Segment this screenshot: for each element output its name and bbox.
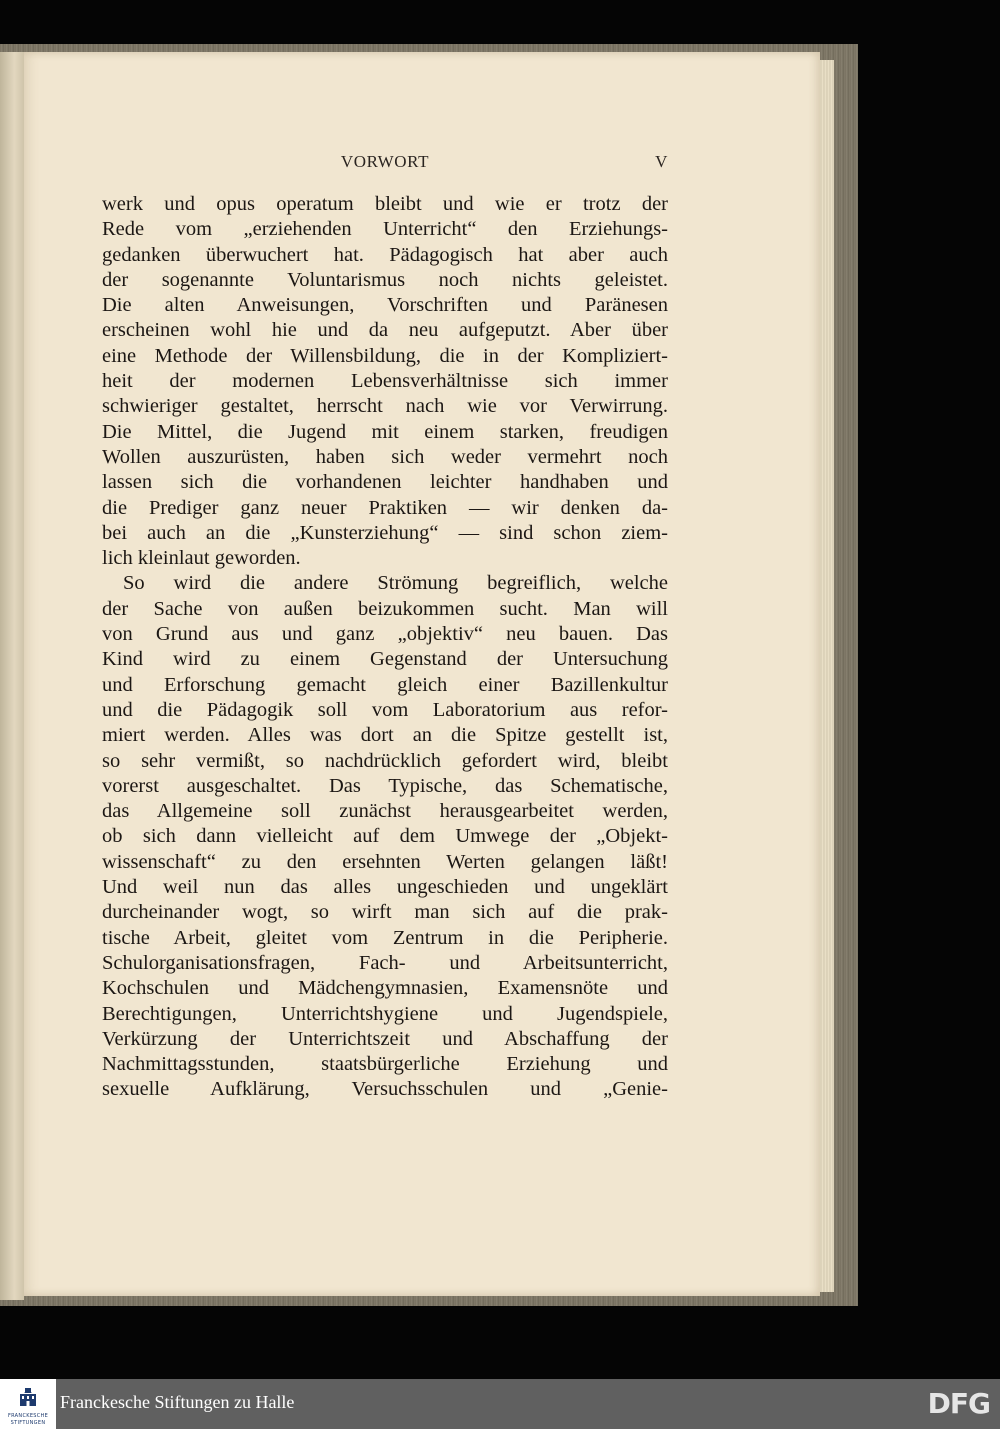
text-line: erscheinen wohl hie und da neu aufgeputzt. Aber über	[102, 319, 668, 342]
text-line: der Sache von außen beizukommen sucht. Man will	[102, 597, 668, 620]
text-line: von Grund aus und ganz „objektiv“ neu bauen. Das	[102, 623, 668, 646]
viewer-footer-bar	[0, 1379, 1000, 1429]
text-line: Die alten Anweisungen, Vorschriften und Paränesen	[102, 294, 668, 317]
logo-text-line2: STIFTUNGEN	[10, 1420, 46, 1426]
text-line: bei auch an die „Kunsterziehung“ — sind schon ziem-	[102, 521, 668, 544]
text-line: So wird die andere Strömung begreiflich, welche	[123, 572, 668, 595]
text-line: heit der modernen Lebensverhältnisse sich immer	[102, 370, 668, 393]
left-page-edge	[0, 52, 24, 1300]
running-head	[102, 152, 668, 176]
text-line: Nachmittagsstunden, staatsbürgerliche Erziehung und	[102, 1053, 668, 1076]
logo-text-line1: FRANCKESCHE	[7, 1413, 49, 1419]
francke-building-icon	[16, 1385, 40, 1409]
text-line: so sehr vermißt, so nachdrücklich gefordert wird, bleibt	[102, 749, 668, 772]
text-line: sexuelle Aufklärung, Versuchsschulen und „Genie-	[102, 1078, 668, 1101]
text-line: lich kleinlaut geworden.	[102, 547, 301, 570]
text-line: Die Mittel, die Jugend mit einem starken, freudigen	[102, 420, 668, 443]
text-line: Schulorganisationsfragen, Fach- und Arbeitsunterricht,	[102, 951, 668, 974]
text-line: Kochschulen und Mädchengymnasien, Examensnöte und	[102, 977, 668, 1000]
text-line: Kind wird zu einem Gegenstand der Untersuchung	[102, 648, 668, 671]
institution-name[interactable]: Franckesche Stiftungen zu Halle	[60, 1392, 295, 1412]
text-line: Berechtigungen, Unterrichtshygiene und Jugendspiele,	[102, 1002, 668, 1025]
text-line: werk und opus operatum bleibt und wie er trotz der	[102, 193, 668, 215]
text-line: Und weil nun das alles ungeschieden und ungeklärt	[102, 876, 668, 899]
text-line: durcheinander wogt, so wirft man sich auf die prak-	[102, 901, 668, 924]
text-line: lassen sich die vorhandenen leichter handhaben und	[102, 471, 668, 494]
body-text	[102, 192, 668, 1103]
text-line: Verkürzung der Unterrichtszeit und Abschaffung der	[102, 1027, 668, 1050]
text-line: die Prediger ganz neuer Praktiken — wir denken da-	[102, 496, 668, 519]
text-line: vorerst ausgeschaltet. Das Typische, das Schematische,	[102, 774, 668, 797]
dfg-logo[interactable]: DFG	[927, 1387, 990, 1420]
text-line: tische Arbeit, gleitet vom Zentrum in die Peripherie.	[102, 926, 668, 949]
book-page	[24, 52, 820, 1296]
text-line: miert werden. Alles was dort an die Spitze gestellt ist,	[102, 724, 668, 747]
text-line: und Erforschung gemacht gleich einer Bazillenkultur	[102, 673, 668, 696]
text-line: wissenschaft“ zu den ersehnten Werten gelangen läßt!	[102, 850, 668, 873]
running-head-title: VORWORT	[340, 152, 430, 171]
text-line: das Allgemeine soll zunächst herausgearbeitet werden,	[102, 800, 668, 823]
text-line: ob sich dann vielleicht auf dem Umwege der „Objekt-	[102, 825, 668, 848]
text-line: eine Methode der Willensbildung, die in der Kompliziert-	[102, 344, 668, 367]
text-line: schwieriger gestaltet, herrscht nach wie vor Verwirrung.	[102, 395, 668, 418]
text-line: gedanken überwuchert hat. Pädagogisch hat aber auch	[102, 243, 668, 266]
text-line: Wollen auszurüsten, haben sich weder vermehrt noch	[102, 445, 668, 468]
institution-logo[interactable]	[0, 1379, 56, 1429]
text-line: und die Pädagogik soll vom Laboratorium aus refor-	[102, 698, 668, 721]
page-number: V	[655, 152, 668, 171]
text-line: Rede vom „erziehenden Unterricht“ den Erziehungs-	[102, 218, 668, 241]
text-line: der sogenannte Voluntarismus noch nichts geleistet.	[102, 268, 668, 291]
